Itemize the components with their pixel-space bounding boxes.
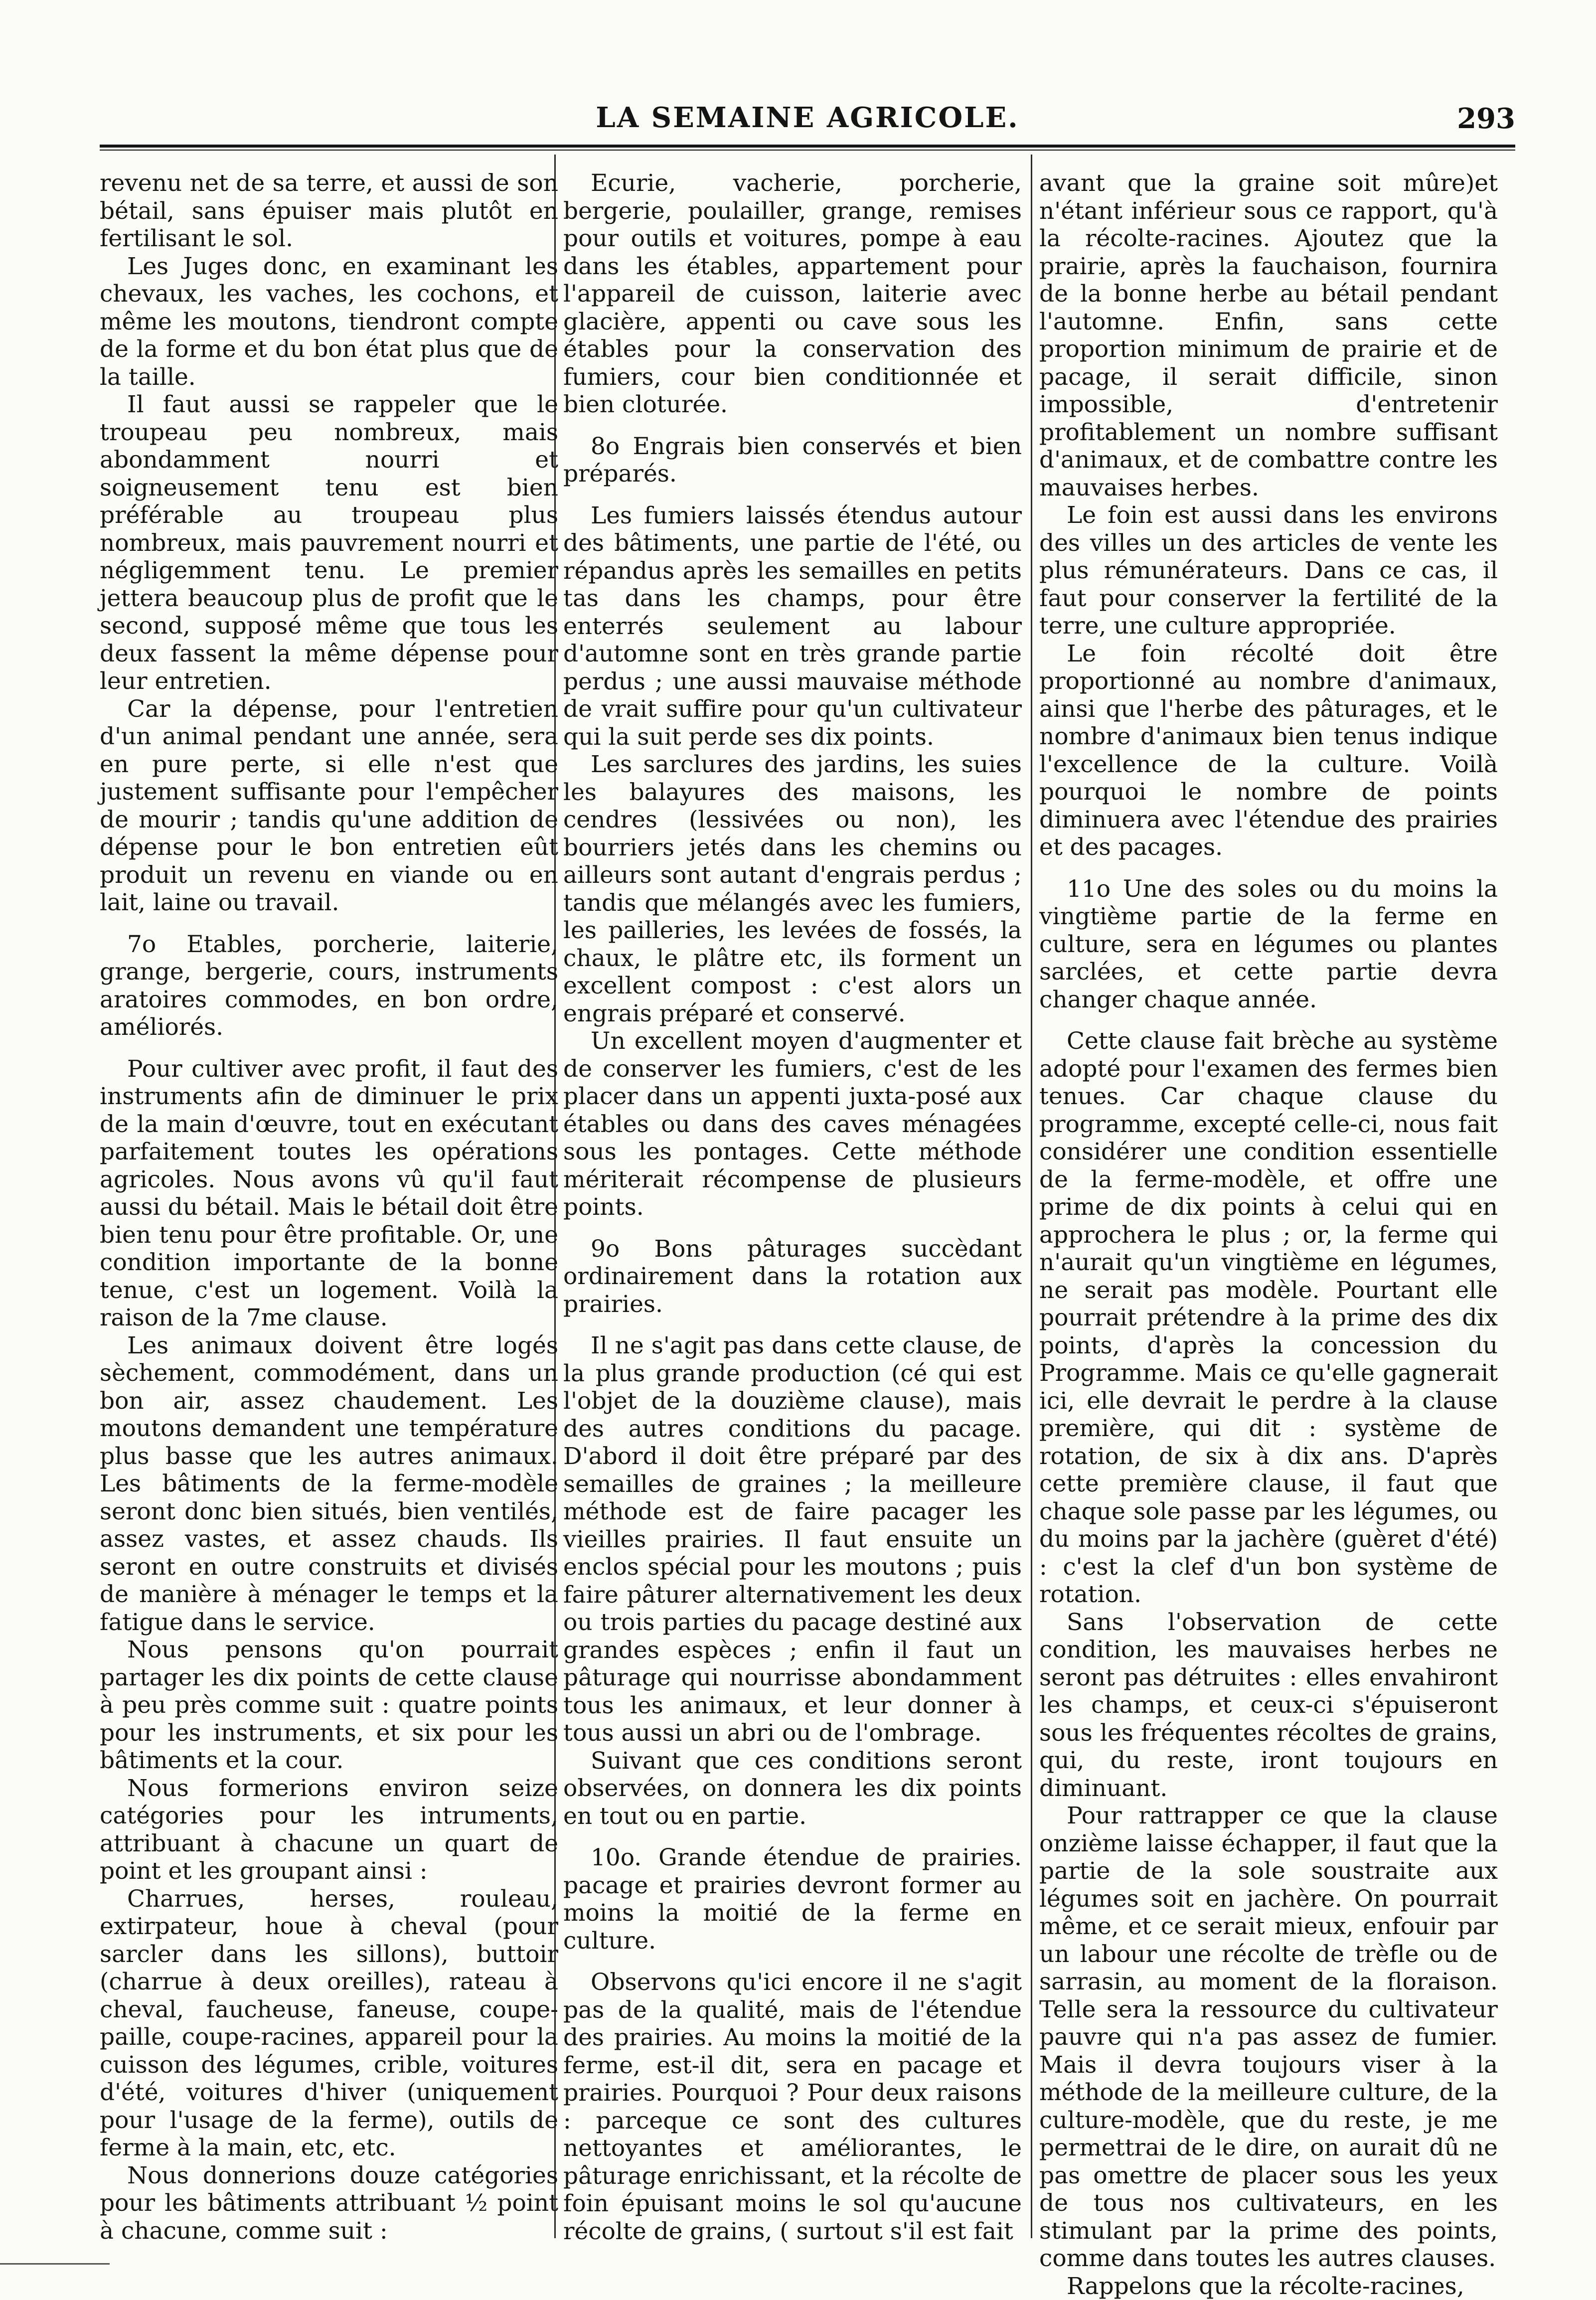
paragraph: Charrues, herses, rouleau, extirpateur, houe à cheval (pour sarcler dans les sillons), buttoir (charrue à deux oreilles), rateau à cheval, faucheuse, faneuse, coupe-paille, coupe-racines, appareil pour la cuisson des légumes, crible, voitures d'été, voitures d'hiver (uniquement pour l'usage de la ferme), outils de ferme à la main, etc, etc. xyxy=(100,1885,558,2162)
paragraph: Un excellent moyen d'augmenter et de conserver les fumiers, c'est de les placer dans un appenti juxta-posé aux étables ou dans des caves ménagées sous les pontages. Cette méthode mériterait récompense de plusieurs points. xyxy=(563,1027,1022,1221)
paragraph: Les Juges donc, en examinant les chevaux, les vaches, les cochons, et même les moutons, tiendront compte de la forme et du bon état plus que de la taille. xyxy=(100,253,558,391)
clause-heading: 7o Etables, porcherie, laiterie, grange, bergerie, cours, instruments aratoires commodes, en bon ordre, améliorés. xyxy=(100,931,558,1041)
page-edge-mark xyxy=(0,2263,110,2265)
clause-heading: 9o Bons pâturages succèdant ordinairement dans la rotation aux prairies. xyxy=(563,1235,1022,1318)
paragraph: Sans l'observation de cette condition, les mauvaises herbes ne seront pas détruites : elles envahiront les champs, et ceux-ci s'épuiseront sous les fréquentes récoltes de grains, qui, du reste, iront toujours en diminuant. xyxy=(1039,1609,1498,1803)
paragraph: Les sarclures des jardins, les suies les balayures des maisons, les cendres (lessivées ou non), les bourriers jetés dans les chemins ou ailleurs sont autant d'engrais perdus ; tandis que mélangés avec les fumiers, les pailleries, les levées de fossés, la chaux, le plâtre etc, ils forment un excellent compost : c'est alors un engrais préparé et conservé. xyxy=(563,751,1022,1027)
paragraph: Nous formerions environ seize catégories pour les intruments, attribuant à chacune un quart de point et les groupant ainsi : xyxy=(100,1775,558,1885)
page-header xyxy=(100,92,1515,147)
paragraph: Les animaux doivent être logés sèchement, commodément, dans un bon air, assez chaudement. Les moutons demandent une température plus basse que les autres animaux. Les bâtiments de la ferme-modèle seront donc bien situés, bien ventilés, assez vastes, et assez chauds. Ils seront en outre construits et divisés de manière à ménager le temps et la fatigue dans le service. xyxy=(100,1332,558,1637)
paragraph: Car la dépense, pour l'entretien d'un animal pendant une année, sera en pure perte, si elle n'est que justement suffisante pour l'empêcher de mourir ; tandis qu'une addition de dépense pour le bon entretien eût produit un revenu en viande ou en lait, laine ou travail. xyxy=(100,695,558,917)
page-number: 293 xyxy=(1457,102,1515,135)
paragraph: Cette clause fait brèche au système adopté pour l'examen des fermes bien tenues. Car chaque clause du programme, excepté celle-ci, nous fait considérer une condition essentielle de la ferme-modèle, et offre une prime de dix points à celui qui en approchera le plus ; or, la ferme qui n'aurait qu'un vingtième en légumes, ne serait pas modèle. Pourtant elle pourrait prétendre à la prime des dix points, d'après la concession du Programme. Mais ce qu'elle gagnerait ici, elle devrait le perdre à la clause première, qui dit : système de rotation, de six à dix ans. D'après cette première clause, il faut que chaque sole passe par les légumes, ou du moins par la jachère (guèret d'été) : c'est la clef d'un bon système de rotation. xyxy=(1039,1027,1498,1609)
journal-title: LA SEMAINE AGRICOLE. xyxy=(100,101,1515,134)
paragraph: Nous donnerions douze catégories pour les bâtiments attribuant ½ point à chacune, comme suit : xyxy=(100,2162,558,2245)
paragraph: avant que la graine soit mûre)et n'étant inférieur sous ce rapport, qu'à la récolte-racines. Ajoutez que la prairie, après la fauchaison, fournira de la bonne herbe au bétail pendant l'automne. Enfin, sans cette proportion minimum de prairie et de pacage, il serait difficile, sinon impossible, d'entretenir profitablement un nombre suffisant d'animaux, et de combattre contre les mauvaises herbes. xyxy=(1039,169,1498,501)
column-divider xyxy=(1031,155,1032,2238)
paragraph: Les fumiers laissés étendus autour des bâtiments, une partie de l'été, ou répandus après les semailles en petits tas dans les champs, pour être enterrés seulement au labour d'automne sont en très grande partie perdus ; une aussi mauvaise méthode de vrait suffire pour qu'un cultivateur qui la suit perde ses dix points. xyxy=(563,502,1022,751)
paragraph: Rappelons que la récolte-racines, xyxy=(1039,2273,1498,2300)
paragraph: Il ne s'agit pas dans cette clause, de la plus grande production (cé qui est l'objet de la douzième clause), mais des autres conditions du pacage. D'abord il doit être préparé par des semailles de graines ; la meilleure méthode est de faire pacager les vieilles prairies. Il faut ensuite un enclos spécial pour les moutons ; puis faire pâturer alternativement les deux ou trois parties du pacage destiné aux grandes espèces ; enfin il faut un pâturage qui nourrisse abondamment tous les animaux, et leur donner à tous aussi un abri ou de l'ombrage. xyxy=(563,1332,1022,1747)
paragraph: Pour cultiver avec profit, il faut des instruments afin de diminuer le prix de la main d'œuvre, tout en exécutant parfaitement toutes les opérations agricoles. Nous avons vû qu'il faut aussi du bétail. Mais le bétail doit être bien tenu pour être profitable. Or, une condition importante de la bonne tenue, c'est un logement. Voilà la raison de la 7me clause. xyxy=(100,1055,558,1332)
column-1 xyxy=(100,169,558,2238)
paragraph: Il faut aussi se rappeler que le troupeau peu nombreux, mais abondamment nourri et soigneusement tenu est bien préférable au troupeau plus nombreux, mais pauvrement nourri et négligemment tenu. Le premier jettera beaucoup plus de profit que le second, supposé même que tous les deux fassent la même dépense pour leur entretien. xyxy=(100,391,558,695)
header-rule-thin xyxy=(100,150,1515,151)
paragraph: Nous pensons qu'on pourrait partager les dix points de cette clause à peu près comme suit : quatre points pour les instruments, et six pour les bâtiments et la cour. xyxy=(100,1636,558,1775)
column-3 xyxy=(1039,169,1498,2238)
clause-heading: 8o Engrais bien conservés et bien préparés. xyxy=(563,433,1022,488)
paragraph: revenu net de sa terre, et aussi de son bétail, sans épuiser mais plutôt en fertilisant le sol. xyxy=(100,169,558,253)
header-rule xyxy=(100,145,1515,148)
paragraph: Observons qu'ici encore il ne s'agit pas de la qualité, mais de l'étendue des prairies. Au moins la moitié de la ferme, est-il dit, sera en pacage et prairies. Pourquoi ? Pour deux raisons : parceque ce sont des cultures nettoyantes et améliorantes, le pâturage enrichissant, et la récolte de foin épuisant moins le sol qu'aucune récolte de grains, ( surtout s'il est fait xyxy=(563,1969,1022,2245)
column-2 xyxy=(563,169,1022,2238)
clause-heading: 10o. Grande étendue de prairies. pacage et prairies devront former au moins la moitié de la ferme en culture. xyxy=(563,1844,1022,1955)
paragraph: Suivant que ces conditions seront observées, on donnera les dix points en tout ou en partie. xyxy=(563,1747,1022,1830)
paragraph: Le foin est aussi dans les environs des villes un des articles de vente les plus rémunérateurs. Dans ce cas, il faut pour conserver la fertilité de la terre, une culture appropriée. xyxy=(1039,501,1498,640)
paragraph: Ecurie, vacherie, porcherie, bergerie, poulailler, grange, remises pour outils et voitures, pompe à eau dans les étables, appartement pour l'appareil de cuisson, laiterie avec glacière, appenti ou cave sous les étables pour la conservation des fumiers, cour bien conditionnée et bien cloturée. xyxy=(563,169,1022,419)
clause-heading: 11o Une des soles ou du moins la vingtième partie de la ferme en culture, sera en légumes ou plantes sarclées, et cette partie devra changer chaque année. xyxy=(1039,875,1498,1014)
paragraph: Le foin récolté doit être proportionné au nombre d'animaux, ainsi que l'herbe des pâturages, et le nombre d'animaux bien tenus indique l'excellence de la culture. Voilà pourquoi le nombre de points diminuera avec l'étendue des prairies et des pacages. xyxy=(1039,640,1498,861)
paragraph: Pour rattrapper ce que la clause onzième laisse échapper, il faut que la partie de la sole soustraite aux légumes soit en jachère. On pourrait même, et ce serait mieux, enfouir par un labour une récolte de trèfle ou de sarrasin, au moment de la floraison. Telle sera la ressource du cultivateur pauvre qui n'a pas assez de fumier. Mais il devra toujours viser à la méthode de la meilleure culture, de la culture-modèle, que du reste, je me permettrai de le dire, on aurait dû ne pas omettre de placer sous les yeux de tous nos cultivateurs, en les stimulant par la prime des points, comme dans toutes les autres clauses. xyxy=(1039,1802,1498,2273)
